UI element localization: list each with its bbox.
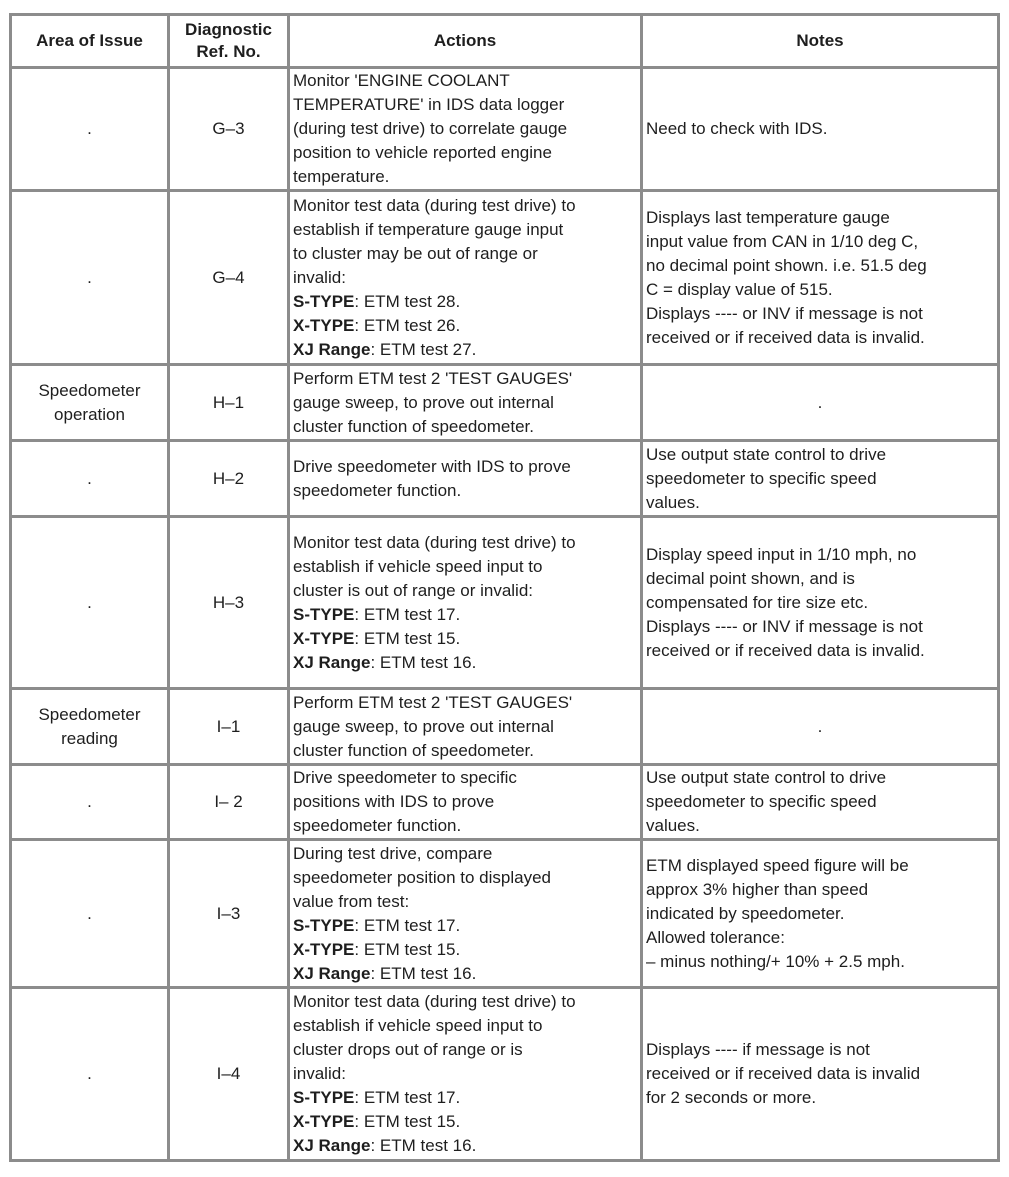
header-ref-line1: Diagnostic — [185, 20, 272, 39]
test-text: : ETM test 16. — [370, 1136, 477, 1155]
note-line: for 2 seconds or more. — [646, 1088, 817, 1107]
test-line — [293, 1134, 637, 1158]
action-line: Monitor 'ENGINE COOLANT — [293, 71, 510, 90]
note-line: Use output state control to drive — [646, 444, 887, 464]
test-label: XJ Range — [293, 652, 371, 672]
actions-cell — [289, 689, 642, 765]
ref-cell: H–2 — [169, 441, 289, 517]
test-text: : ETM test 17. — [354, 1088, 461, 1107]
ref-cell: I–4 — [169, 988, 289, 1161]
test-line — [293, 938, 637, 962]
area-cell — [11, 365, 169, 441]
test-line — [293, 651, 637, 675]
area-cell: . — [11, 68, 169, 191]
note-line: Allowed tolerance: — [646, 927, 785, 947]
test-line — [293, 962, 637, 986]
test-text: : ETM test 16. — [370, 963, 477, 983]
test-text: : ETM test 15. — [354, 939, 461, 959]
test-label: XJ Range — [293, 963, 371, 983]
note-line: C = display value of 515. — [646, 279, 833, 299]
test-text: : ETM test 17. — [354, 915, 461, 935]
area-line: reading — [61, 728, 118, 748]
note-line: Displays ---- if message is not — [646, 1040, 870, 1059]
notes-cell: . — [642, 689, 999, 765]
test-text: : ETM test 28. — [354, 291, 461, 311]
header-ref — [169, 15, 289, 68]
test-label: X-TYPE — [293, 1112, 355, 1131]
ref-cell: I–3 — [169, 840, 289, 988]
action-line: cluster is out of range or invalid: — [293, 580, 534, 600]
notes-cell: . — [642, 365, 999, 441]
ref-cell: G–3 — [169, 68, 289, 191]
actions-cell — [289, 517, 642, 689]
test-text: : ETM test 26. — [354, 315, 461, 335]
test-text: : ETM test 16. — [370, 652, 477, 672]
action-line: value from test: — [293, 891, 410, 911]
test-line — [293, 1110, 637, 1134]
action-line: Monitor test data (during test drive) to — [293, 992, 576, 1011]
action-line: establish if vehicle speed input to — [293, 1016, 543, 1035]
actions-cell — [289, 765, 642, 840]
action-line: invalid: — [293, 1064, 346, 1083]
test-label: X-TYPE — [293, 939, 355, 959]
action-line: gauge sweep, to prove out internal — [293, 716, 554, 736]
area-cell: . — [11, 988, 169, 1161]
test-label: S-TYPE — [293, 291, 355, 311]
action-line: speedometer function. — [293, 480, 462, 500]
area-cell: . — [11, 517, 169, 689]
note-line: ETM displayed speed figure will be — [646, 855, 909, 875]
header-area: Area of Issue — [11, 15, 169, 68]
header-ref-line2: Ref. No. — [196, 42, 261, 61]
test-label: X-TYPE — [293, 628, 355, 648]
header-row — [11, 15, 999, 68]
test-text: : ETM test 27. — [370, 339, 477, 359]
ref-cell: H–1 — [169, 365, 289, 441]
note-line: compensated for tire size etc. — [646, 592, 869, 612]
notes-cell — [642, 191, 999, 365]
test-label: X-TYPE — [293, 315, 355, 335]
action-line: temperature. — [293, 167, 390, 186]
action-line: (during test drive) to correlate gauge — [293, 119, 568, 138]
action-line: cluster function of speedometer. — [293, 416, 534, 436]
table-row — [11, 365, 999, 441]
action-line: Drive speedometer with IDS to prove — [293, 456, 571, 476]
action-line: Perform ETM test 2 'TEST GAUGES' — [293, 692, 573, 712]
action-line: Monitor test data (during test drive) to — [293, 532, 576, 552]
notes-cell — [642, 441, 999, 517]
table-row — [11, 689, 999, 765]
test-text: : ETM test 15. — [354, 628, 461, 648]
area-line: Speedometer — [38, 380, 141, 400]
area-line: operation — [54, 404, 125, 424]
action-line: speedometer function. — [293, 816, 462, 835]
action-line: Drive speedometer to specific — [293, 768, 517, 787]
table-row — [11, 517, 999, 689]
area-cell — [11, 689, 169, 765]
note-line: speedometer to specific speed — [646, 792, 877, 811]
test-label: XJ Range — [293, 339, 371, 359]
action-line: cluster function of speedometer. — [293, 740, 534, 760]
action-line: establish if vehicle speed input to — [293, 556, 543, 576]
notes-cell — [642, 517, 999, 689]
test-line — [293, 627, 637, 651]
note-line: Use output state control to drive — [646, 768, 887, 787]
table-row — [11, 840, 999, 988]
note-line: values. — [646, 816, 700, 835]
test-line — [293, 603, 637, 627]
test-label: S-TYPE — [293, 1088, 355, 1107]
note-line: no decimal point shown. i.e. 51.5 deg — [646, 255, 927, 275]
action-line: speedometer position to displayed — [293, 867, 551, 887]
area-cell: . — [11, 441, 169, 517]
area-cell: . — [11, 191, 169, 365]
actions-cell — [289, 365, 642, 441]
table-row — [11, 68, 999, 191]
actions-cell — [289, 840, 642, 988]
test-label: S-TYPE — [293, 915, 355, 935]
ref-cell: H–3 — [169, 517, 289, 689]
table-row — [11, 988, 999, 1161]
test-label: S-TYPE — [293, 604, 355, 624]
test-text: : ETM test 15. — [354, 1112, 461, 1131]
note-line: approx 3% higher than speed — [646, 879, 869, 899]
action-line: positions with IDS to prove — [293, 792, 495, 811]
area-cell: . — [11, 840, 169, 988]
action-line: invalid: — [293, 267, 346, 287]
notes-cell — [642, 765, 999, 840]
action-line: cluster drops out of range or is — [293, 1040, 523, 1059]
ref-cell: I–1 — [169, 689, 289, 765]
actions-cell — [289, 68, 642, 191]
area-line: Speedometer — [38, 704, 141, 724]
action-line: position to vehicle reported engine — [293, 143, 552, 162]
action-line: gauge sweep, to prove out internal — [293, 392, 554, 412]
area-cell: . — [11, 765, 169, 840]
note-line: Display speed input in 1/10 mph, no — [646, 544, 917, 564]
ref-cell: G–4 — [169, 191, 289, 365]
note-line: received or if received data is invalid — [646, 1064, 921, 1083]
table-row — [11, 765, 999, 840]
table-row — [11, 441, 999, 517]
test-label: XJ Range — [293, 1136, 371, 1155]
test-line — [293, 1086, 637, 1110]
test-line — [293, 914, 637, 938]
actions-cell — [289, 988, 642, 1161]
action-line: to cluster may be out of range or — [293, 243, 538, 263]
note-line: Displays ---- or INV if message is not — [646, 616, 923, 636]
note-line: speedometer to specific speed — [646, 468, 877, 488]
action-line: During test drive, compare — [293, 843, 493, 863]
note-line: – minus nothing/+ 10% + 2.5 mph. — [646, 951, 905, 971]
action-line: TEMPERATURE' in IDS data logger — [293, 95, 565, 114]
notes-cell — [642, 988, 999, 1161]
note-line: Need to check with IDS. — [646, 119, 828, 138]
header-notes: Notes — [642, 15, 999, 68]
test-line — [293, 338, 637, 362]
table-row — [11, 191, 999, 365]
test-text: : ETM test 17. — [354, 604, 461, 624]
note-line: Displays last temperature gauge — [646, 207, 890, 227]
note-line: values. — [646, 492, 700, 512]
test-line — [293, 290, 637, 314]
note-line: decimal point shown, and is — [646, 568, 855, 588]
diagnostic-table — [9, 13, 1000, 1162]
actions-cell — [289, 191, 642, 365]
action-line: Perform ETM test 2 'TEST GAUGES' — [293, 368, 573, 388]
actions-cell — [289, 441, 642, 517]
action-line: Monitor test data (during test drive) to — [293, 195, 576, 215]
note-line: received or if received data is invalid. — [646, 640, 925, 660]
ref-cell: I– 2 — [169, 765, 289, 840]
note-line: received or if received data is invalid. — [646, 327, 925, 347]
header-actions: Actions — [289, 15, 642, 68]
note-line: indicated by speedometer. — [646, 903, 845, 923]
note-line: input value from CAN in 1/10 deg C, — [646, 231, 919, 251]
action-line: establish if temperature gauge input — [293, 219, 564, 239]
notes-cell — [642, 68, 999, 191]
test-line — [293, 314, 637, 338]
note-line: Displays ---- or INV if message is not — [646, 303, 923, 323]
notes-cell — [642, 840, 999, 988]
